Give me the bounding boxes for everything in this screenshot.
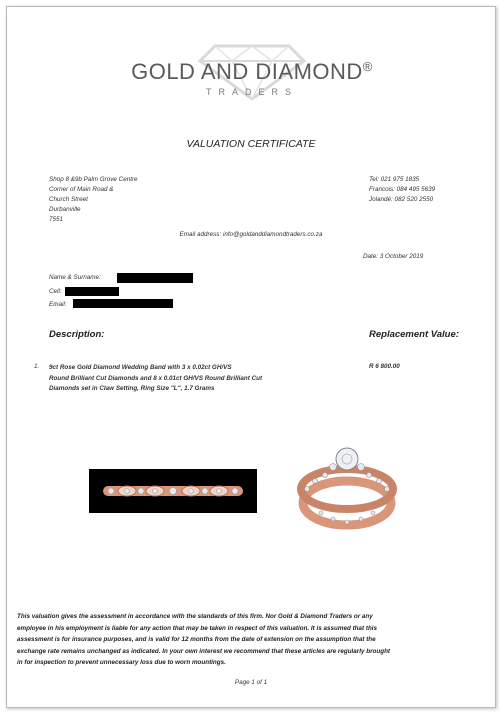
client-name-label: Name & Surname:	[49, 274, 101, 281]
disclaimer-line: exchange rate remains unchanged as indicated. In your own interest we recommend that these articles are regularly brought	[17, 647, 391, 655]
address-line: Corner of Main Road &	[49, 186, 114, 193]
replacement-value-heading: Replacement Value:	[369, 329, 459, 340]
company-contacts	[369, 175, 435, 205]
client-cell-label: Cell:	[49, 288, 62, 295]
disclaimer-line: in for inspection to prevent unnecessary loss due to worn mountings.	[17, 659, 226, 666]
redacted-name	[117, 273, 193, 283]
item-number: 1.	[34, 363, 40, 370]
description-heading: Description:	[49, 329, 105, 340]
logo-wordmark: GOLD AND DIAMOND®	[131, 59, 373, 84]
item-description-line: Diamonds set in Claw Setting, Ring Size "L", 1.7 Grams	[49, 385, 215, 392]
redacted-cell	[65, 287, 119, 296]
contact-jolande: Jolandé: 082 520 2550	[369, 196, 434, 203]
wedding-band-photo	[89, 469, 257, 513]
logo-subtitle: TRADERS	[205, 87, 298, 97]
page-number: Page 1 of 1	[234, 679, 268, 686]
certificate-date: Date: 3 October 2019	[363, 253, 424, 260]
disclaimer-line: assessment is for insurance purposes, and is valid for 12 months from the date of extension on the assumption that the	[17, 636, 376, 643]
disclaimer-line: This valuation gives the assessment in accordance with the standards of this firm. Nor Gold & Diamond Traders or any	[17, 613, 373, 620]
document-title: VALUATION CERTIFICATE	[186, 138, 316, 150]
company-address	[49, 175, 138, 225]
address-line: Church Street	[49, 196, 88, 203]
certificate-page	[6, 6, 496, 708]
disclaimer	[17, 611, 487, 669]
company-email: Email address: info@goldanddiamondtraders.co.za	[179, 231, 323, 238]
item-replacement-value: R 6 800.00	[369, 363, 400, 370]
item-description-line: Round Brilliant Cut Diamonds and 8 x 0.01ct GH/VS Round Brilliant Cut	[49, 374, 263, 382]
item-description-line: 9ct Rose Gold Diamond Wedding Band with 3 x 0.02ct GH/VS	[49, 364, 232, 371]
item-description	[49, 363, 349, 395]
company-logo	[117, 43, 387, 103]
address-line: Durbanville	[49, 206, 81, 213]
disclaimer-line: employee in his employment is liable for any action that may be taken in respect of this valuation. It is assumed that this	[17, 624, 378, 632]
ring-set-photo	[291, 437, 403, 537]
address-line: 7551	[49, 216, 64, 223]
telephone: Tel: 021 975 1835	[369, 176, 420, 183]
contact-francois: Francois: 084 495 5639	[369, 186, 436, 193]
client-email-label: Email:	[49, 301, 67, 308]
redacted-email	[73, 299, 173, 308]
address-line: Shop 8 &9b Palm Grove Centre	[49, 176, 138, 183]
